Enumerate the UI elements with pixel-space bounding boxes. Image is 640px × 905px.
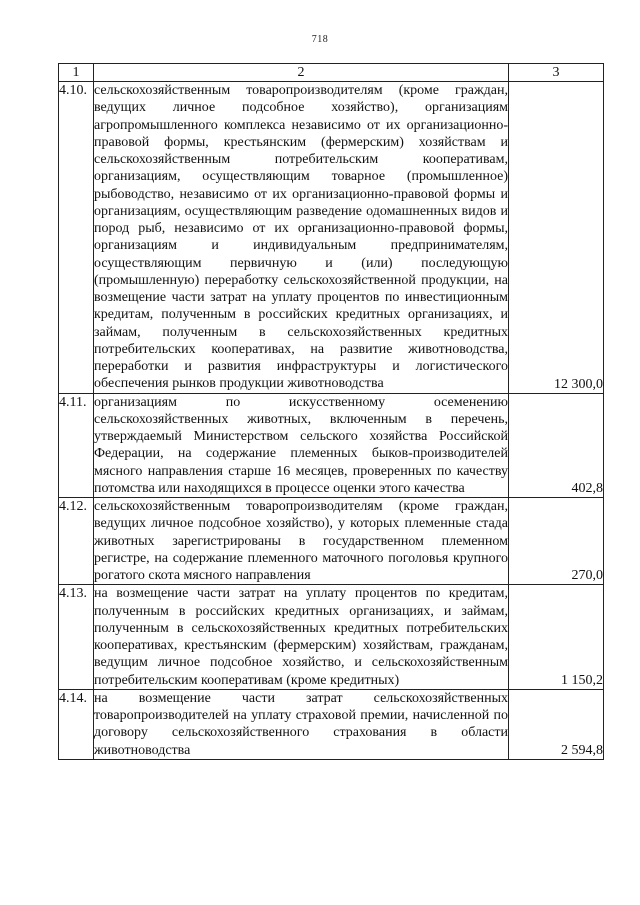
row-description: на возмещение части затрат на уплату процентов по кредитам, полученным в российских кредитных организациях, и займам, полученным в сельскохозяйственных кредитных потребительских кооперативах, крестьянским (фермерским) хозяйствам, гражданам, ведущим личное подсобное хозяйство, и сельскохозяйственным потребительским кооперативам (кроме кредитных)	[94, 586, 508, 688]
row-number: 4.11.	[59, 393, 94, 498]
row-number: 4.10.	[59, 82, 94, 394]
page-number: 718	[311, 34, 329, 45]
budget-allocation-table	[58, 63, 604, 760]
row-description: на возмещение части затрат сельскохозяйственных товаропроизводителей на уплату страховой премии, начисленной по договору сельскохозяйственного страхования в области животноводства	[94, 690, 508, 758]
row-amount: 2 594,8	[509, 689, 604, 759]
row-number: 4.13.	[59, 585, 94, 690]
table-row	[59, 585, 604, 690]
row-description: сельскохозяйственным товаропроизводителям (кроме граждан, ведущих личное подсобное хозяйство), организациям агропромышленного комплекса независимо от их организационно-правовой формы, крестьянским (фермерским) хозяйствам и сельскохозяйственным потребительским кооперативам, организациям, осуществляющим товарное (промышленное) рыбоводство, независимо от их организационно-правовой формы и организациям, осуществляющим разведение одомашненных видов и пород рыб, независимо от их организационно-правовой формы, организациям и индивидуальным предпринимателям, осуществляющим первичную и (или) последующую (промышленную) переработку сельскохозяйственной продукции, на возмещение части затрат на уплату процентов по инвестиционным кредитам, полученным в российских кредитных организациях, и займам, полученным в сельскохозяйственных кредитных потребительских кооперативах, на развитие животноводства, переработки и развития инфраструктуры и логистического обеспечения рынков продукции животноводства	[94, 83, 508, 392]
table-row	[59, 498, 604, 585]
table-body	[59, 82, 604, 760]
column-header-1: 1	[59, 64, 94, 82]
row-amount: 12 300,0	[509, 82, 604, 394]
column-header-3: 3	[509, 64, 604, 82]
header-row	[59, 64, 604, 82]
table-row	[59, 689, 604, 759]
table-row	[59, 393, 604, 498]
row-amount: 270,0	[509, 498, 604, 585]
row-amount: 1 150,2	[509, 585, 604, 690]
row-amount: 402,8	[509, 393, 604, 498]
column-header-2: 2	[94, 64, 509, 82]
table-row	[59, 82, 604, 394]
row-description: сельскохозяйственным товаропроизводителям (кроме граждан, ведущих личное подсобное хозяйство), у которых племенные стада животных зарегистрированы в государственном племенном регистре, на содержание племенного маточного поголовья крупного рогатого скота мясного направления	[94, 499, 508, 583]
table-header	[59, 64, 604, 82]
row-number: 4.12.	[59, 498, 94, 585]
row-number: 4.14.	[59, 689, 94, 759]
row-description: организациям по искусственному осеменению сельскохозяйственных животных, включенным в перечень, утверждаемый Министерством сельского хозяйства Российской Федерации, на содержание племенных быков-производителей мясного направления старше 16 месяцев, проверенных по качеству потомства или находящихся в процессе оценки этого качества	[94, 394, 508, 496]
